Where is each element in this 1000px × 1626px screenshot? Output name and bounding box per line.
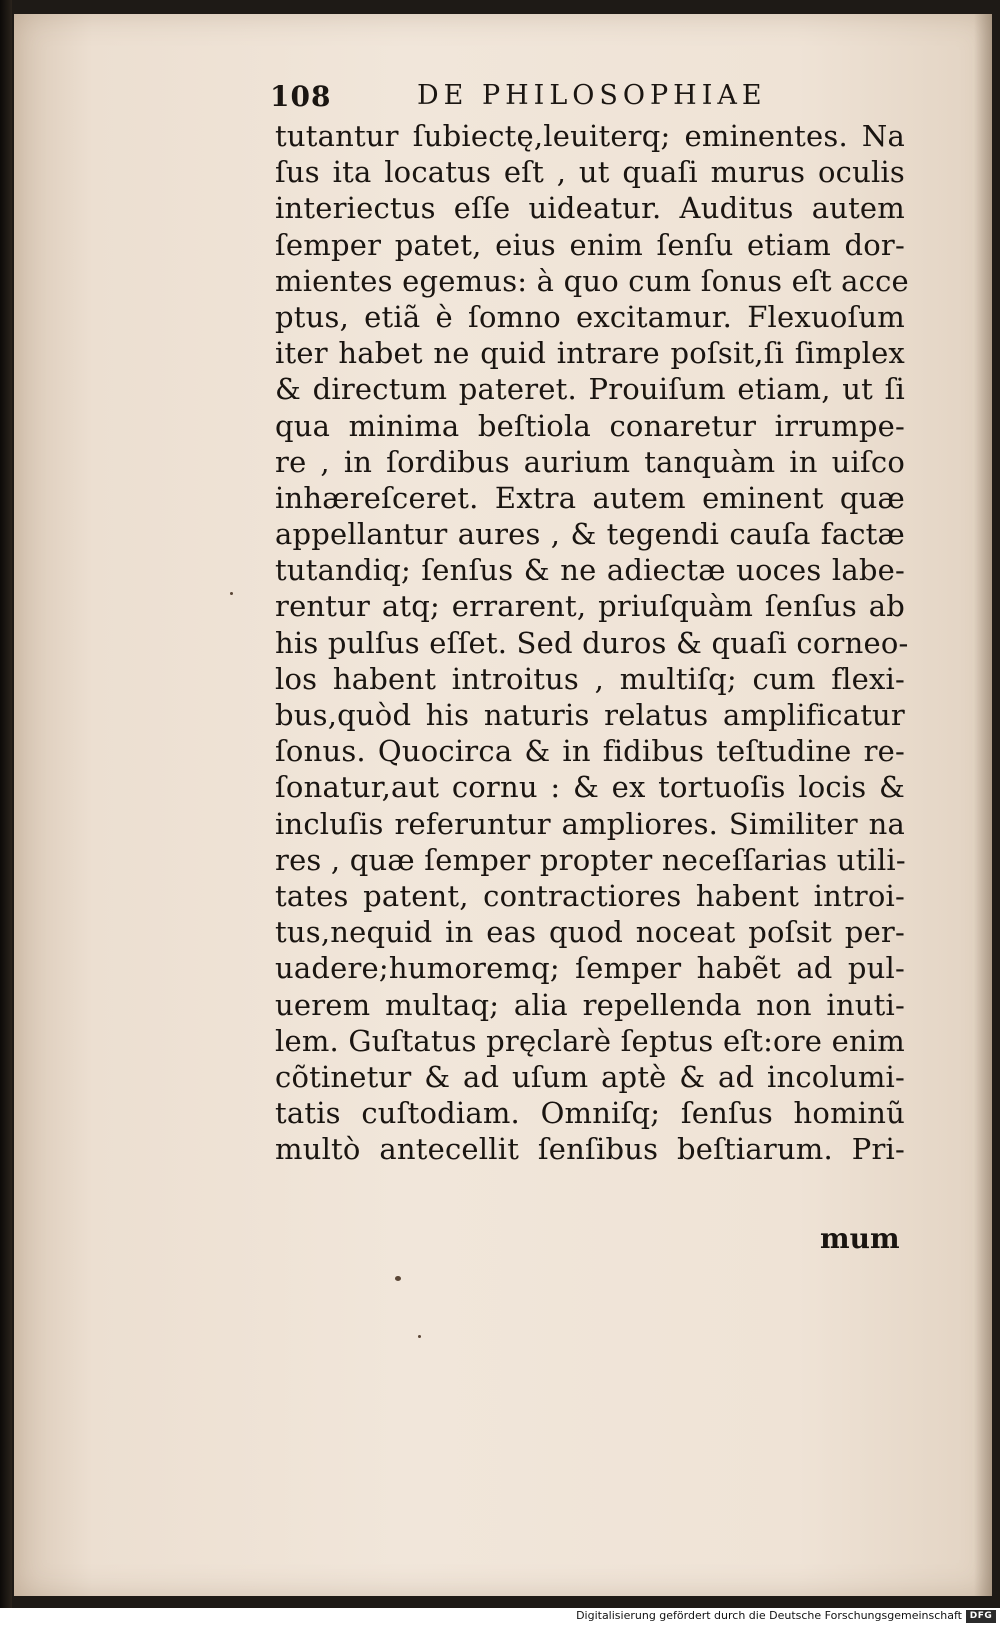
text-line: qua minima beſtiola conaretur irrumpe-: [275, 408, 905, 443]
text-line: res , quæ ſemper propter neceſſarias utili-: [275, 842, 906, 877]
text-line: ſonatur,aut cornu : & ex tortuoſis locis &: [275, 770, 905, 805]
text-line: cõtinetur & ad uſum aptè & ad incolumi-: [275, 1059, 905, 1094]
ink-speck: [230, 592, 233, 595]
text-line: interiectus eſſe uideatur. Auditus autem: [275, 191, 905, 226]
catchword: mum: [820, 1222, 900, 1255]
page-edge-shadow: [974, 14, 992, 1596]
text-line: ſonus. Quocirca & in fidibus teſtudine re-: [275, 734, 905, 769]
text-line: rentur atq; errarent, priuſquàm ſenſus ab: [275, 589, 905, 624]
text-line: uadere;humoremq; ſemper habẽt ad pul-: [275, 951, 905, 986]
text-line: tutantur ſubiectę,leuiterq; eminentes. Na: [275, 119, 905, 153]
book-spine-edge: [0, 0, 12, 1608]
text-line: iter habet ne quid intrare poſsit,ſi ſimplex: [275, 336, 905, 371]
digitization-footer: [0, 1608, 1000, 1626]
text-line: his pulſus eſſet. Sed duros & quaſi corneo-: [275, 625, 909, 660]
running-head: DE PHILOSOPHIAE: [417, 80, 767, 111]
text-line: tatis cuſtodiam. Omniſq; ſenſus hominũ: [275, 1096, 905, 1131]
dfg-logo: DFG: [966, 1610, 996, 1623]
text-line: incluſis referuntur ampliores. Similiter na: [275, 806, 905, 841]
text-line: ſemper patet, eius enim ſenſu etiam dor-: [275, 227, 905, 262]
text-line: re , in ſordibus aurium tanquàm in uiſco: [275, 444, 905, 479]
text-line: inhæreſceret. Extra autem eminent quæ: [275, 480, 905, 515]
text-line: multò antecellit ſenſibus beſtiarum. Pri-: [275, 1132, 905, 1167]
text-line: & directum pateret. Prouiſum etiam, ut ſi: [275, 372, 905, 407]
text-line: ſus ita locatus eſt , ut quaſi murus oculis: [275, 155, 905, 190]
page-number: 108: [270, 80, 332, 113]
text-line: lem. Guſtatus pręclarè ſeptus eſt:ore enim: [275, 1023, 905, 1058]
text-line: ptus, etiã è ſomno excitamur. Flexuoſum: [275, 299, 905, 334]
text-line: los habent introitus , multiſq; cum flexi-: [275, 661, 905, 696]
text-line: mientes egemus: à quo cum ſonus eſt acce: [275, 263, 909, 298]
funding-credit: Digitalisierung gefördert durch die Deutsche Forschungsgemeinschaft: [576, 1609, 962, 1622]
text-line: tus,nequid in eas quod noceat poſsit per-: [275, 915, 905, 950]
text-line: bus,quòd his naturis relatus amplificatur: [275, 698, 905, 732]
body-text: [275, 118, 909, 1167]
ink-speck: [418, 1335, 421, 1338]
text-line: appellantur aures , & tegendi cauſa factæ: [275, 517, 905, 552]
page-header: [270, 80, 830, 120]
text-line: uerem multaq; alia repellenda non inuti-: [275, 987, 905, 1022]
text-line: tates patent, contractiores habent introi-: [275, 878, 905, 913]
ink-speck: [395, 1276, 401, 1281]
text-line: tutandiq; ſenſus & ne adiectæ uoces labe-: [275, 553, 905, 588]
